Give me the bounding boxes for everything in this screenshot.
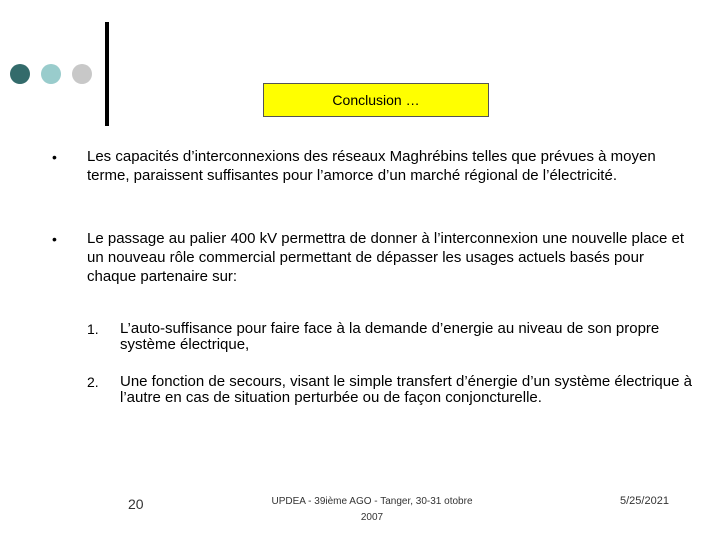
decorative-dot-dark <box>10 64 30 84</box>
bullet-paragraph: Les capacités d’interconnexions des réseaux Maghrébins telles que prévues à moyen terme, paraissent suffisantes pour l’amorce d’un marché régional de l’électricité. <box>87 148 656 184</box>
footer-date: 5/25/2021 <box>620 495 669 507</box>
list-number: 2. <box>87 374 99 390</box>
list-number: 1. <box>87 321 99 337</box>
footer-line-2: 2007 <box>360 512 384 523</box>
bullet-paragraph: Le passage au palier 400 kV permettra de donner à l’interconnexion une nouvelle place et un nouveau rôle commercial permettant de dépasser les usages actuels basés pour chaque partenaire sur: <box>87 230 685 285</box>
bullet-marker: • <box>52 149 57 165</box>
footer-line-1: UPDEA - 39ième AGO - Tanger, 30-31 otobre <box>271 496 473 507</box>
bullet-marker: • <box>52 231 57 247</box>
decorative-dot-grey <box>72 64 92 84</box>
decorative-dot-light <box>41 64 61 84</box>
footer-text <box>260 494 484 526</box>
slide-title-box <box>263 83 489 117</box>
slide-title: Conclusion … <box>332 92 420 108</box>
numbered-item: Une fonction de secours, visant le simple transfert d’énergie d’un système électrique à l’autre en cas de situation perturbée ou de façon conjoncturelle. <box>120 373 692 406</box>
numbered-item: L’auto-suffisance pour faire face à la demande d’energie au niveau de son propre système électrique, <box>120 320 660 353</box>
page-number: 20 <box>128 496 144 512</box>
vertical-divider <box>105 22 109 126</box>
